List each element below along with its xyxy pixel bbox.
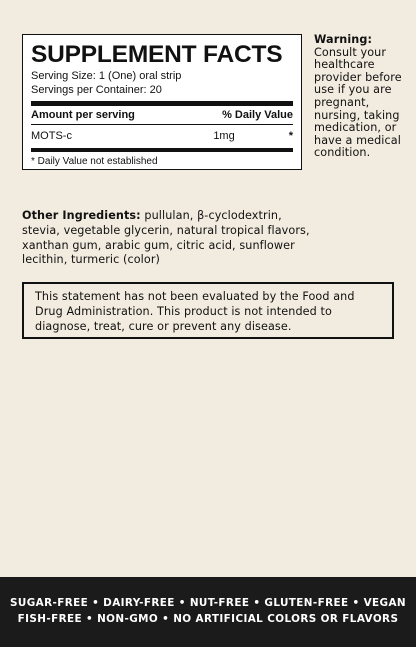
ingredients-label: Other Ingredients: [22, 209, 141, 222]
warning-title: Warning: [314, 33, 373, 46]
fda-disclaimer-box [22, 282, 394, 339]
daily-value-footnote: * Daily Value not established [31, 156, 158, 167]
thick-divider [31, 101, 293, 106]
other-ingredients [22, 209, 322, 268]
facts-item-row [31, 129, 293, 143]
supplement-facts-panel [22, 34, 302, 170]
ingredients-text: pullulan, β-cyclodextrin, stevia, vegetable glycerin, natural tropical flavors, xanthan gum, arabic gum, citric acid, sunflower lecithin, turmeric (color) [22, 209, 310, 267]
item-name: MOTS-c [31, 130, 72, 142]
facts-header-row [31, 108, 293, 122]
serving-size: Serving Size: 1 (One) oral strip [31, 70, 182, 82]
footer-line-1: SUGAR-FREE • DAIRY-FREE • NUT-FREE • GLUTEN-FREE • VEGAN [10, 597, 406, 609]
item-daily-value: * [288, 130, 293, 142]
item-amount: 1mg [213, 130, 235, 142]
warning-block [314, 34, 410, 160]
fda-disclaimer-text: This statement has not been evaluated by the Food and Drug Administration. This product is not intended to diagnose, treat, cure or prevent any disease. [35, 290, 355, 333]
bottom-divider [31, 148, 293, 152]
thin-divider [31, 124, 293, 125]
amount-per-serving-header: Amount per serving [31, 109, 135, 121]
daily-value-header: % Daily Value [222, 109, 293, 121]
warning-text: Consult your healthcare provider before use if you are pregnant, nursing, taking medication, or have a medical condition. [314, 45, 402, 160]
servings-per-container: Servings per Container: 20 [31, 84, 162, 96]
allergen-footer [0, 577, 416, 647]
facts-title: SUPPLEMENT FACTS [31, 41, 283, 68]
footer-line-2: FISH-FREE • NON-GMO • NO ARTIFICIAL COLORS OR FLAVORS [17, 613, 399, 625]
